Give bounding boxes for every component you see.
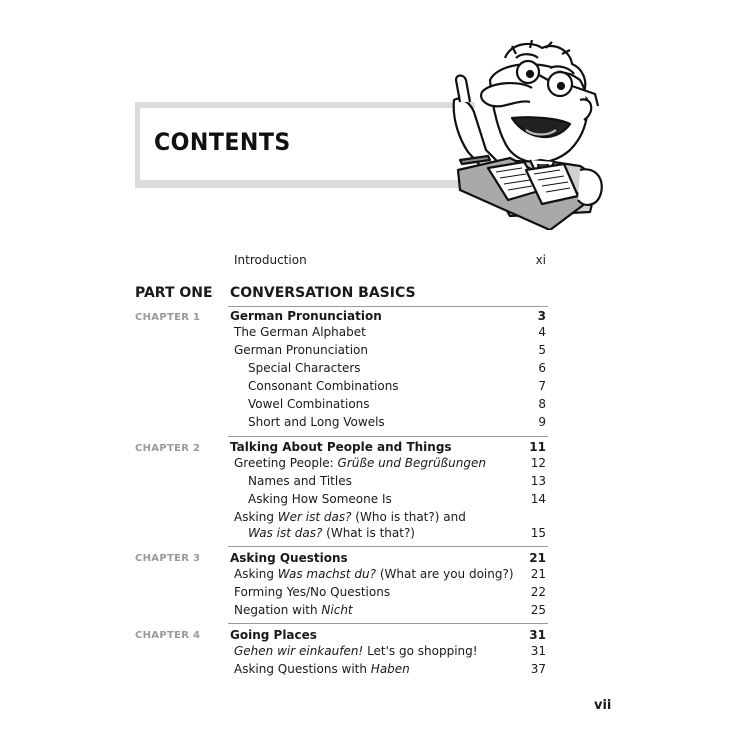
chapter-page: 31 <box>529 628 546 642</box>
toc-subentry[interactable]: Asking How Someone Is <box>248 492 392 506</box>
toc-entry-page: 15 <box>530 526 546 540</box>
toc-entry-page: 6 <box>538 361 546 375</box>
toc-introduction-page: xi <box>535 253 546 267</box>
toc-entry-page: 4 <box>538 325 546 339</box>
toc-entry[interactable]: Greeting People: Grüße und Begrüßungen <box>234 456 486 470</box>
chapter-label: CHAPTER 4 <box>135 630 201 641</box>
chapter-title[interactable]: Going Places <box>230 628 317 642</box>
toc-subentry[interactable]: Names and Titles <box>248 474 352 488</box>
toc-entry-page: 8 <box>538 397 546 411</box>
toc-subentry[interactable]: Short and Long Vowels <box>248 415 385 429</box>
toc-entry-page: 12 <box>530 456 546 470</box>
toc-entry-page: 9 <box>538 415 546 429</box>
chapter-page: 3 <box>537 309 546 323</box>
chapter-page: 21 <box>529 551 546 565</box>
chapter-title[interactable]: German Pronunciation <box>230 309 382 323</box>
toc-entry[interactable]: The German Alphabet <box>234 325 366 339</box>
toc-entry[interactable]: Forming Yes/No Questions <box>234 585 391 599</box>
page-title: CONTENTS <box>154 128 291 156</box>
toc-subentry[interactable]: Consonant Combinations <box>248 379 399 393</box>
chapter-page: 11 <box>529 440 546 454</box>
mascot-illustration <box>430 40 615 230</box>
toc-entry-continued[interactable]: Was ist das? (What is that?) <box>248 526 415 540</box>
page-number: vii <box>594 698 612 713</box>
toc-entry[interactable]: Asking Was machst du? (What are you doing?) <box>234 567 514 581</box>
toc-entry[interactable]: Asking Wer ist das? (Who is that?) and <box>234 510 466 524</box>
toc-entry-page: 37 <box>530 662 546 676</box>
toc-entry-page: 22 <box>530 585 546 599</box>
toc-entry[interactable]: Asking Questions with Haben <box>234 662 410 676</box>
toc-entry-page: 7 <box>538 379 546 393</box>
toc-entry[interactable]: German Pronunciation <box>234 343 368 357</box>
toc-entry-page: 21 <box>530 567 546 581</box>
toc-introduction-label[interactable]: Introduction <box>234 253 307 267</box>
chapter-divider <box>228 623 548 624</box>
chapter-title[interactable]: Asking Questions <box>230 551 348 565</box>
chapter-divider <box>228 306 548 307</box>
part-title: CONVERSATION BASICS <box>230 285 416 301</box>
toc-entry[interactable]: Gehen wir einkaufen! Let's go shopping! <box>234 644 478 658</box>
toc-entry-page: 5 <box>538 343 546 357</box>
toc-entry-page: 31 <box>530 644 546 658</box>
toc-subentry[interactable]: Special Characters <box>248 361 361 375</box>
toc-entry-page: 14 <box>530 492 546 506</box>
chapter-label: CHAPTER 3 <box>135 553 201 564</box>
part-label: PART ONE <box>135 285 213 301</box>
toc-subentry[interactable]: Vowel Combinations <box>248 397 370 411</box>
toc-entry[interactable]: Negation with Nicht <box>234 603 353 617</box>
chapter-label: CHAPTER 1 <box>135 312 201 323</box>
toc-entry-page: 13 <box>530 474 546 488</box>
chapter-divider <box>228 436 548 437</box>
chapter-label: CHAPTER 2 <box>135 443 201 454</box>
chapter-divider <box>228 546 548 547</box>
chapter-title[interactable]: Talking About People and Things <box>230 440 452 454</box>
toc-entry-page: 25 <box>530 603 546 617</box>
